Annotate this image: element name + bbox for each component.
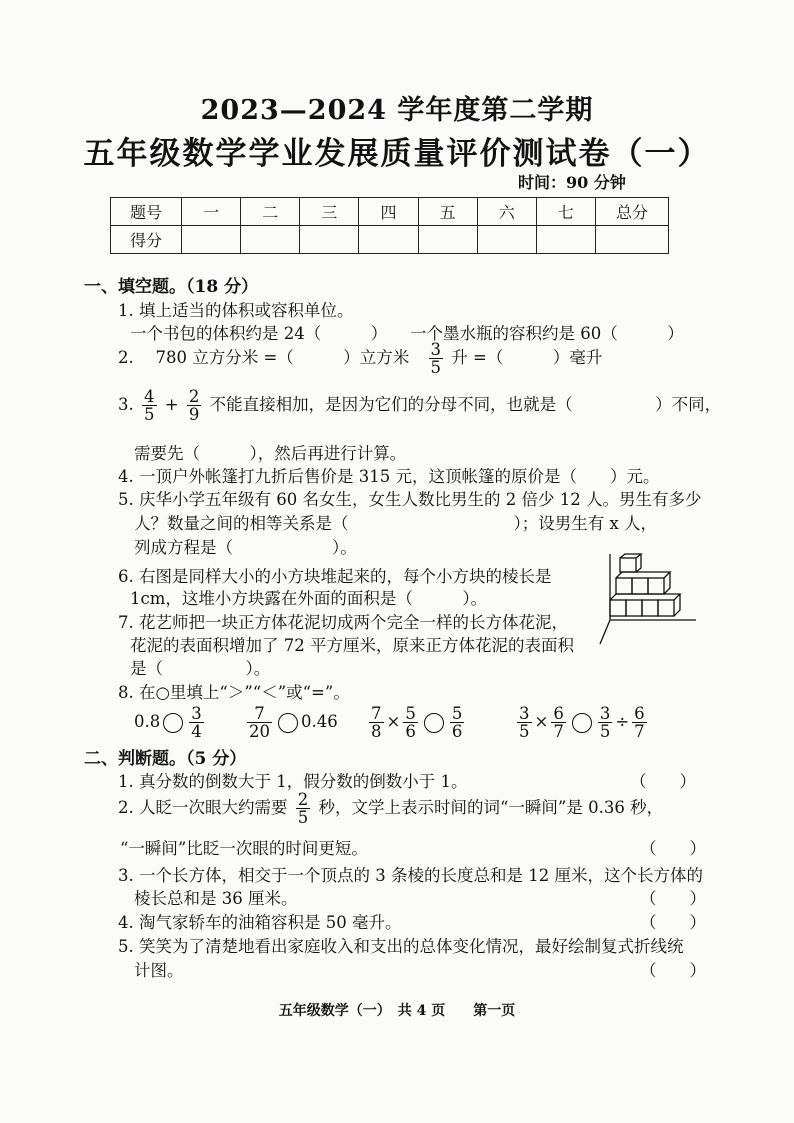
score-input-cell[interactable] xyxy=(477,226,536,254)
j3-line2: 棱长总和是 36 厘米。 xyxy=(134,889,298,908)
q8-a-frac xyxy=(189,705,204,741)
j4: 4. 淘气家轿车的油箱容积是 50 毫升。 xyxy=(118,913,402,932)
frac-den: 5 xyxy=(430,358,442,377)
answer-paren[interactable]: （ ） xyxy=(640,839,706,858)
q7-line3: 是（ ）。 xyxy=(130,659,271,678)
score-table xyxy=(110,197,669,254)
frac-den: 7 xyxy=(553,722,564,741)
frac-num: 3 xyxy=(191,703,202,723)
divide-sign: ÷ xyxy=(615,712,630,731)
j2 xyxy=(118,786,663,830)
q3-line2: 需要先（ ），然后再进行计算。 xyxy=(134,444,407,463)
page-footer: 五年级数学（一） 共 4 页 第一页 xyxy=(278,1003,516,1019)
section1-heading: 一、填空题。（18 分） xyxy=(84,277,259,297)
frac-num: 7 xyxy=(247,705,272,723)
compare-circle[interactable] xyxy=(424,713,444,733)
q3-frac1 xyxy=(142,388,157,424)
q3-text: 不能直接相加，是因为它们的分母不同，也就是（ ）不同， xyxy=(209,395,722,414)
exam-term: 2023—2024 学年度第二学期 xyxy=(200,95,594,126)
section2-heading: 二、判断题。（5 分） xyxy=(84,749,247,769)
q2-b: 升 =（ ）毫升 xyxy=(451,348,603,367)
answer-paren[interactable]: （ ） xyxy=(640,961,706,980)
score-header-cell: 四 xyxy=(359,198,418,226)
q2-fraction xyxy=(429,341,444,377)
q8-d-frac2 xyxy=(551,705,566,741)
frac-num: 6 xyxy=(553,703,564,723)
j2-line2: “一瞬间”比眨一次眼的时间更短。 xyxy=(120,839,368,858)
score-header-cell: 一 xyxy=(182,198,241,226)
q8-c-frac3 xyxy=(450,705,465,741)
j2-b: 秒，文学上表示时间的词“一瞬间”是 0.36 秒， xyxy=(318,798,664,817)
j2-a: 2. 人眨一次眼大约需要 xyxy=(118,798,288,817)
q8-stem: 8. 在○里填上“＞”“＜”或“=”。 xyxy=(118,683,350,702)
times-sign: × xyxy=(534,712,549,731)
score-input-cell[interactable] xyxy=(359,226,418,254)
frac-num: 5 xyxy=(451,703,463,723)
q5-line3: 列成方程是（ ）。 xyxy=(134,538,357,557)
score-value-row xyxy=(111,226,669,254)
answer-paren[interactable]: （ ） xyxy=(640,889,706,908)
score-input-cell[interactable] xyxy=(241,226,300,254)
frac-den: 6 xyxy=(405,722,416,741)
plus-sign: + xyxy=(164,395,179,414)
score-input-cell[interactable] xyxy=(418,226,477,254)
score-header-cell: 三 xyxy=(300,198,359,226)
q1-a: 一个书包的体积约是 24（ ） xyxy=(130,324,388,343)
q8-d-frac1 xyxy=(517,705,532,741)
times-sign: × xyxy=(386,712,401,731)
q8-c xyxy=(366,700,467,744)
j5-line1: 5. 笑笑为了清楚地看出家庭收入和支出的总体变化情况，最好绘制复式折线统 xyxy=(118,937,684,956)
frac-num: 3 xyxy=(430,339,442,359)
q8-c-frac1 xyxy=(369,705,384,741)
score-label-cell: 得分 xyxy=(111,226,182,254)
frac-num: 2 xyxy=(188,386,200,406)
q8-b xyxy=(244,700,338,744)
score-header-cell: 五 xyxy=(418,198,477,226)
q6-line2: 1cm，这堆小方块露在外面的面积是（ ）。 xyxy=(130,589,488,608)
q4: 4. 一顶户外帐篷打九折后售价是 315 元，这顶帐篷的原价是（ ）元。 xyxy=(118,467,660,486)
j5-line2: 计图。 xyxy=(134,961,184,980)
q8-d-frac4 xyxy=(632,705,647,741)
j2-frac xyxy=(296,791,311,827)
frac-den: 8 xyxy=(371,722,382,741)
q8-d xyxy=(514,700,650,744)
frac-den: 20 xyxy=(249,722,270,741)
score-input-cell[interactable] xyxy=(536,226,595,254)
score-input-cell[interactable] xyxy=(300,226,359,254)
compare-circle[interactable] xyxy=(572,713,592,733)
q8-c-frac2 xyxy=(403,705,418,741)
q8-a-left: 0.8 xyxy=(134,712,161,731)
frac-den: 5 xyxy=(519,722,530,741)
frac-num: 4 xyxy=(144,386,155,406)
frac-den: 4 xyxy=(191,722,202,741)
q8-b-right: 0.46 xyxy=(301,712,338,731)
score-header-cell: 二 xyxy=(241,198,300,226)
q6-line1: 6. 右图是同样大小的小方块堆起来的，每个小方块的棱长是 xyxy=(118,567,552,586)
compare-circle[interactable] xyxy=(278,713,298,733)
frac-den: 5 xyxy=(297,808,309,827)
frac-den: 5 xyxy=(599,722,611,741)
score-header-cell: 七 xyxy=(536,198,595,226)
score-header-cell: 题号 xyxy=(111,198,182,226)
exam-title: 五年级数学学业发展质量评价测试卷（一） xyxy=(83,136,711,172)
q8-b-frac xyxy=(247,705,272,741)
frac-num: 7 xyxy=(371,703,382,723)
j3-line1: 3. 一个长方体，相交于一个顶点的 3 条棱的长度总和是 12 厘米，这个长方体的 xyxy=(118,866,703,885)
score-header-row xyxy=(111,198,669,226)
compare-circle[interactable] xyxy=(163,713,183,733)
q5-line2: 人？数量之间的相等关系是（ ）；设男生有 x 人， xyxy=(134,514,658,533)
q3-label: 3. xyxy=(118,395,134,414)
score-header-cell: 总分 xyxy=(596,198,669,226)
q3-frac2 xyxy=(187,388,202,424)
q1-stem: 1. 填上适当的体积或容积单位。 xyxy=(118,301,354,320)
q7-line2: 花泥的表面积增加了 72 平方厘米，原来正方体花泥的表面积 xyxy=(130,636,574,655)
j1: 1. 真分数的倒数大于 1，假分数的倒数小于 1。 xyxy=(118,772,468,791)
frac-den: 9 xyxy=(188,405,200,424)
q5-line1: 5. 庆华小学五年级有 60 名女生，女生人数比男生的 2 倍少 12 人。男生有多少 xyxy=(118,490,702,509)
q8-d-frac3 xyxy=(598,705,613,741)
frac-num: 6 xyxy=(634,703,645,723)
frac-den: 5 xyxy=(144,405,155,424)
answer-paren[interactable]: （ ） xyxy=(640,913,706,932)
score-input-cell[interactable] xyxy=(596,226,669,254)
cube-stack-figure xyxy=(598,552,698,648)
q2-a: 2. 780 立方分米 =（ ）立方米 xyxy=(118,348,410,367)
q1-b: 一个墨水瓶的容积约是 60（ ） xyxy=(410,324,684,343)
frac-den: 6 xyxy=(451,722,463,741)
score-input-cell[interactable] xyxy=(182,226,241,254)
frac-den: 7 xyxy=(634,722,645,741)
frac-num: 5 xyxy=(405,703,416,723)
q7-line1: 7. 花艺师把一块正方体花泥切成两个完全一样的长方体花泥， xyxy=(118,613,568,632)
score-header-cell: 六 xyxy=(477,198,536,226)
frac-num: 3 xyxy=(519,703,530,723)
answer-paren[interactable]: （ ） xyxy=(630,772,696,791)
frac-num: 3 xyxy=(599,703,611,723)
q2 xyxy=(118,338,602,378)
q3 xyxy=(118,383,721,427)
frac-num: 2 xyxy=(297,789,309,809)
q8-a xyxy=(134,700,207,744)
exam-time: 时间：90 分钟 xyxy=(518,173,626,192)
